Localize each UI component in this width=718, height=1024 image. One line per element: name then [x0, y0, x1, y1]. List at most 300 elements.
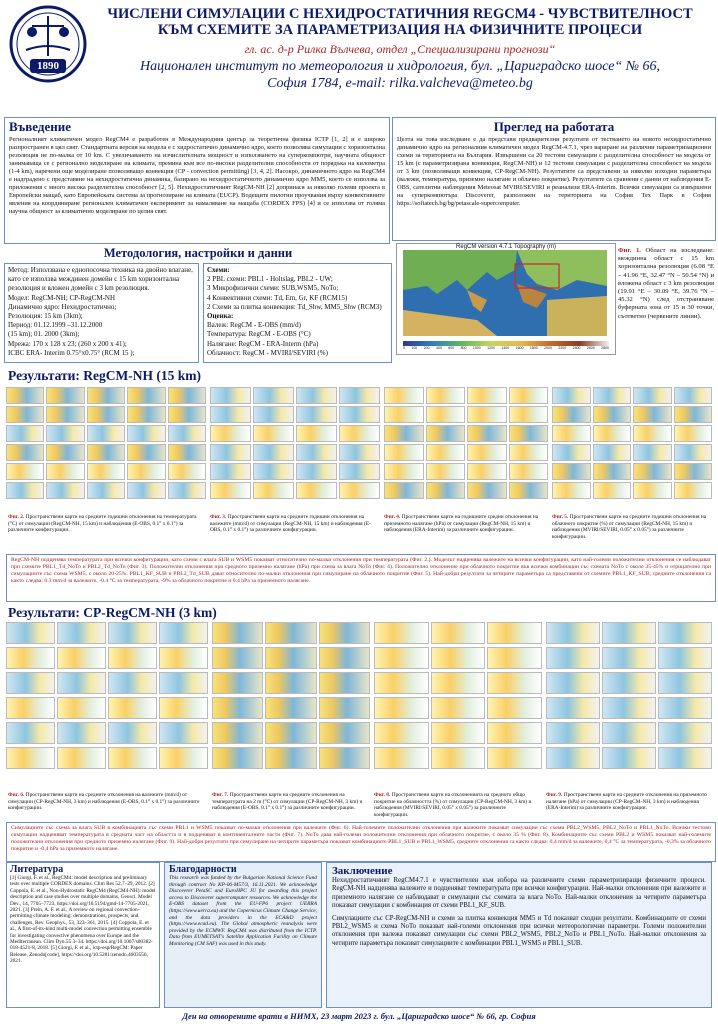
methods-line: 4 Конвективни схеми: Td, Em, Gr, KF (RCM15) [207, 293, 348, 302]
map-thumb [265, 722, 316, 744]
map-thumb [658, 622, 712, 644]
methods-section [4, 246, 392, 364]
overview-heading: Преглед на работата [493, 119, 615, 134]
map-thumb [265, 622, 316, 644]
map-row [374, 747, 542, 769]
map-thumb [593, 482, 632, 499]
map-thumb [212, 647, 263, 669]
map-thumb [159, 672, 208, 694]
results3-heading: Результати: CP-RegCM-NH (3 km) [8, 605, 217, 620]
map-thumb [46, 463, 84, 480]
map-thumb [602, 722, 656, 744]
map-row [210, 482, 380, 499]
map-thumb [296, 444, 337, 461]
fig-label: Фиг. 9. [546, 792, 563, 798]
map-thumb [374, 622, 429, 644]
fig7-panel-grid [212, 622, 370, 778]
results15-summary: RegCM-NH подценява температурата при всички конфигурации, като схеми с влага SUB и WSM5 показват относително по-малки отклонения при температурата (Фиг. 2.). Моделът надценява валежите на всички конфигурации, като най-големи положителни отклонения се наблюдават при схемите PBL1_Td_NoTo и PBL2_Td_NoTo (Фиг. 3). Положителни отклонения при средното приземно налягане (hPa) при схема за влага NoTo (Фиг. 4). Положително отклонение при облачното покритие във всички комбинации със схемата NoTo с около 35-45% и отрицателно при симулациите със схема WSM5, с около 20-25%. PBL1_KF_SUB и PBL2_Td_SUB дават относително по-малки отклонения при симулиране на облачното покритие (Фиг. 5). Най-добри резултати за четирите параметъра са представени от схемите PBL1_KF_SUB, средните отклонения са както следва: 0.3 mm/d за валежите, -0.4 °C за температурата, -9% за облачното покритие и 0.4 hPa за приземното налягане. [6, 554, 716, 602]
map-row [212, 697, 370, 719]
map-thumb [426, 444, 466, 461]
map-thumb [87, 387, 125, 404]
methods-line: (15 km); 01. 2000 (3km); [8, 330, 80, 339]
fig-label: Фиг. 4. [384, 514, 401, 520]
legend-tick: 400 [436, 346, 442, 350]
map-thumb [108, 622, 157, 644]
map-thumb [159, 697, 208, 719]
map-thumb [296, 406, 337, 423]
map-title: RegCM version 4.7.1 Topography (m) [456, 244, 556, 250]
map-thumb [509, 482, 549, 499]
map-thumb [487, 747, 542, 769]
map-thumb [6, 406, 44, 423]
fig8-caption [374, 792, 538, 818]
map-thumb [467, 482, 507, 499]
map-thumb [6, 387, 44, 404]
map-thumb [674, 444, 713, 461]
map-thumb [487, 622, 542, 644]
map-row [210, 444, 380, 461]
map-thumb [509, 425, 549, 442]
map-thumb [296, 482, 337, 499]
map-thumb [467, 444, 507, 461]
map-row [374, 622, 542, 644]
map-row [384, 463, 548, 480]
map-thumb [552, 387, 591, 404]
map-thumb [127, 444, 165, 461]
results3-summary: Симулациите със схема за влага SUB в комбинацията със схеми PBL1 и WSM5 показват по-малки отклонения при валежите (Фиг. 6). Най-големите положителни отклонения при валежите показват симулации със схеми PBL2_WSM5, PBL2_NoTo и PBL1_NoTo. Всички тестови симулации надценяват температурата в средната част на областта и я подценяват в континенталните части (Фиг. 7). NoTo дава най-големи положителни отклонения при облачното покритие, с около 35 % (Фиг. 8). Комбинациите със схеми PBL2 и WSM5 показват най-големите положителни отклонения при средното приземно налягане (Фиг. 9). Най-добри резултати при симулиране на четирите параметъра показват комбинациите PBL1_SUB и PBL1_WSM5, средните отклонения са както следва: 0,4 mm/d за валежите, 0,4 °C за температурата, -0,3% за облачното покритие и -0,4 hPa за приземното налягане. [6, 822, 716, 862]
map-thumb [593, 444, 632, 461]
acknowledgements-section [164, 862, 322, 1008]
map-thumb [168, 387, 206, 404]
map-row [212, 647, 370, 669]
map-thumb [384, 444, 424, 461]
map-row [384, 406, 548, 423]
fig3-caption [210, 514, 378, 534]
map-thumb [467, 387, 507, 404]
map-thumb [658, 647, 712, 669]
map-thumb [431, 672, 486, 694]
map-row [374, 647, 542, 669]
map-thumb [431, 722, 486, 744]
map-row [210, 425, 380, 442]
map-row [552, 406, 712, 423]
map-thumb [546, 672, 600, 694]
map-thumb [384, 482, 424, 499]
methods-line: Мрежа: 170 x 128 x 23; (260 x 200 x 41); [8, 339, 127, 348]
legend-tick: 1200 [487, 346, 495, 350]
map-thumb [6, 747, 55, 769]
fig-caption-text: Пространствени карти на отклоненията на средното общо покритие на облачността (%) от симулации (CP-RegCM-NH, 3 km) и наблюдения (MVIRI/SEVIRI, 0.05° x 0.05°) за различните конфигурации. [374, 792, 532, 818]
map-row [552, 463, 712, 480]
references-text: [1] Giorgi, F. et al., RegCM4: model description and preliminary tests over multiple CORDEX domains. Clim Res 52,7–29, 2012. [2] Coppola, E. et al., Non-Hydrostatic RegCM4 (RegCM4-NH): model description and case studies over multiple domains, Geosci. Model Dev., 14, 7705–7723, https://doi.org/10.5194/gmd-14-7705-2021, 2021. [3] Prein, A. F. et al., A review on regional convection-permitting climate modeling: demonstrations, prospects, and challenges, Rev. Geophys., 53, 323–361, 2015. [4] Coppola, E. et al., A first-of-its-kind multi-model convection permitting ensemble for investigating convective phenomena over Europe and the Mediterranean. Clim Dyn.55 3–34. https://doi.org/10.1007/s00382-018-4521-8, 2018. [5] Giorgi, F. et al., ictp-esp/RegCM: Paper Release, Zenodo[code], https://doi.org/10.5281/zenodo.4603556, 2021. [10, 875, 156, 965]
map-row [374, 722, 542, 744]
map-thumb [633, 444, 672, 461]
map-thumb [212, 747, 263, 769]
map-thumb [296, 463, 337, 480]
map-thumb [487, 672, 542, 694]
map-thumb [6, 622, 55, 644]
map-row [546, 622, 712, 644]
map-row [6, 482, 206, 499]
map-thumb [159, 622, 208, 644]
map-row [210, 406, 380, 423]
legend-tick: 100 [411, 346, 418, 350]
map-thumb [633, 387, 672, 404]
methods-line: 3 Микрофизични схеми: SUB,WSM5, NoTo; [207, 284, 339, 293]
map-thumb [339, 444, 380, 461]
fig-caption-text: Пространствени карти на средните отклонения на температурата на 2 m (°C) от симулации (CP-RegCM-NH, 3 km) и наблюдения (E-OBS, 0.1° x 0.1°) за различните конфигурации. [212, 792, 363, 812]
conclusion-section [326, 862, 712, 1008]
fig4-panel-grid [384, 387, 548, 512]
fig2-caption [8, 514, 204, 534]
map-thumb [467, 425, 507, 442]
map-thumb [339, 482, 380, 499]
map-thumb [467, 463, 507, 480]
fig7-caption [212, 792, 364, 812]
map-row [384, 444, 548, 461]
map-row [6, 672, 208, 694]
map-row [384, 425, 548, 442]
legend-tick: 1400 [501, 346, 510, 350]
map-thumb [296, 387, 337, 404]
map-thumb [431, 647, 486, 669]
map-thumb [593, 387, 632, 404]
map-thumb [212, 672, 263, 694]
map-thumb [602, 747, 656, 769]
map-thumb [467, 406, 507, 423]
legend-tick: 200 [423, 346, 430, 350]
map-thumb [319, 647, 370, 669]
map-thumb [546, 697, 600, 719]
legend-tick: 1000 [472, 346, 481, 350]
fig-caption-text: Пространствени карти на годишните средни отклонения на приземното налягане (hPa) от симулации (RegCM-NH, 15 km) и наблюдения (ERA-Interim) за различните конфигурации. [384, 514, 539, 534]
fig1-text: Област на изследване: междинна област с 15 km хоризонтална резолюция (6.08 °E – 41.96 °E, 32.47 °N – 50.54 °N) и вложена област с 3 km резолюция (19.91 °E – 30.09 °E, 39.76 °N – 45.32 °N) след отстраняване буферната зона от 15 и 30 точки, съответно (червените линии). [618, 247, 714, 320]
map-thumb [509, 463, 549, 480]
map-row [546, 672, 712, 694]
map-row [210, 463, 380, 480]
map-thumb [87, 482, 125, 499]
topography-map [396, 243, 616, 355]
map-thumb [253, 406, 294, 423]
map-thumb [57, 622, 106, 644]
map-thumb [374, 647, 429, 669]
map-row [6, 387, 206, 404]
map-thumb [319, 622, 370, 644]
map-thumb [253, 425, 294, 442]
map-row [546, 647, 712, 669]
map-thumb [168, 425, 206, 442]
map-thumb [426, 463, 466, 480]
map-thumb [602, 697, 656, 719]
fig1-label: Фиг. 1. [618, 247, 641, 254]
map-thumb [127, 482, 165, 499]
legend-tick: 2400 [572, 346, 581, 350]
map-thumb [6, 463, 44, 480]
map-thumb [658, 747, 712, 769]
map-thumb [374, 747, 429, 769]
legend-ticks [403, 346, 609, 350]
map-thumb [319, 697, 370, 719]
acknowledgements-text: This research was funded by the Bulgarian National Science Fund through contract No KP-06-M57/3, 16.11.2021. We acknowledge Discoverer PetaSC and EuroHPC JU for awarding this project access to Discoverer supercomputer resources. We acknowledge the E-OBS dataset from the EU-FP6 project UERRA (https://www.uerra.eu) and the Copernicus Climate Change Service, and the data providers in the ECA&D project (https://www.ecad.eu). The Global atmospheric reanalysis were provided by the ECMWF. RegCM4 was distributed from the ICTP. Data from EUMETSAT's Satellite Application Facility on Climate Monitoring (CM SAF) was used in this study. [169, 875, 317, 947]
map-thumb [57, 697, 106, 719]
fig5-panel-grid [552, 387, 712, 512]
map-thumb [6, 425, 44, 442]
map-row [384, 482, 548, 499]
legend-tick: 2200 [558, 346, 567, 350]
map-thumb [633, 482, 672, 499]
methods-line: Оценка: [207, 312, 234, 321]
map-thumb [210, 425, 251, 442]
map-thumb [210, 482, 251, 499]
map-thumb [87, 406, 125, 423]
map-thumb [487, 647, 542, 669]
map-thumb [426, 387, 466, 404]
map-thumb [127, 406, 165, 423]
intro-text: Регионалният климатичен модел RegCM4 е разработен в Международния център за теоретична физика ICTP [1, 2] и е широко разпространен в цял свят. Стандартната версия на модела е с хидростатично динамично ядро, което позволява симулации с хоризонтална резолюция не по-малка от 10 km. С увеличаването на изчислителната мощност и използването на суперкомпютри, научната общност занимаваща се с регионално моделиране на климата, премина към все по-високи разделителни способности от порядъка на километра (1-4 km), наречени още моделиране позволяващо конвекция (CP - convection permitting) [3, 4, 2]. Насокро, динамичното ядро на RegCM4 е надградено с представяне на нехидростатична динамика, базирано на нехидростатичното динамично ядро MM5, което се използва за приложения с много висока разделителна способност [2, 5]. Нехидростатичният RegCM-NH [2] допринася за няколко големи проекта в Европейски мащаб, като Европейската система за прогнозиране на климата (EUCP). Водещите пилотни проучвания върху конвективните явления на координиране регионален климатичен експеримент за намаляване на мащаба (CORDEX FPS) [4] и се използва от голяма научна общност за климатично моделиране по целия свят. [9, 136, 385, 215]
map-row [6, 444, 206, 461]
map-thumb [384, 463, 424, 480]
legend-tick: 600 [448, 346, 455, 350]
map-row [6, 697, 208, 719]
map-thumb [426, 482, 466, 499]
map-thumb [87, 425, 125, 442]
map-thumb [674, 463, 713, 480]
map-thumb [57, 747, 106, 769]
methods-line: Облачност: RegCM - MVIRI/SEVIRI (%) [207, 348, 328, 357]
map-thumb [210, 387, 251, 404]
map-thumb [546, 747, 600, 769]
map-thumb [633, 406, 672, 423]
map-thumb [431, 622, 486, 644]
references-section [6, 862, 160, 1008]
map-thumb [426, 425, 466, 442]
map-thumb [339, 406, 380, 423]
map-thumb [6, 444, 44, 461]
methods-line: Валеж: RegCM - E-OBS (mm/d) [207, 321, 301, 330]
legend-tick: 2600 [586, 346, 595, 350]
map-thumb [265, 697, 316, 719]
fig-caption-text: Пространствени карти на средните отклонения на валежите (mm/d) от симулации (CP-RegCM-NH, 3 km) и наблюдения (E-OBS, 0.1° x 0.1°) за различните конфигурации. [8, 792, 200, 812]
map-row [552, 425, 712, 442]
map-thumb [57, 647, 106, 669]
map-thumb [87, 444, 125, 461]
methods-line: Налягане: RegCM - ERA-Interm (hPa) [207, 339, 319, 348]
map-thumb [593, 425, 632, 442]
map-row [546, 697, 712, 719]
methods-line: Модел: RegCM-NH; CP-RegCM-NH [8, 293, 116, 302]
fig8-panel-grid [374, 622, 542, 778]
map-thumb [658, 672, 712, 694]
map-row [212, 747, 370, 769]
map-thumb [602, 622, 656, 644]
map-thumb [6, 647, 55, 669]
legend-tick: 1800 [529, 346, 538, 350]
map-thumb [265, 747, 316, 769]
fig-caption-text: Пространствени карти на средните годишни отклонения на облачното покритие (%) от симулации (RegCM-NH, 15 km) и наблюдения (MVIRI/SEVIRI, 0.05° x 0.05°) за различните конфигурации. [552, 514, 707, 540]
map-thumb [6, 672, 55, 694]
map-thumb [253, 444, 294, 461]
map-row [552, 482, 712, 499]
map-thumb [384, 425, 424, 442]
map-row [552, 444, 712, 461]
map-thumb [426, 406, 466, 423]
map-thumb [108, 722, 157, 744]
map-thumb [108, 672, 157, 694]
legend-tick: 2800 [601, 346, 609, 350]
methods-line: Динамично ядро: Нехидростатично; [8, 302, 117, 311]
map-image [397, 250, 613, 336]
map-row [374, 672, 542, 694]
legend-tick: 0 [403, 346, 405, 350]
methods-line: ICBC ERA- Interim 0.75°x0.75° (RCM 15 ); [8, 348, 135, 357]
fig-label: Фиг. 7. [212, 792, 229, 798]
title-line-1: ЧИСЛЕНИ СИМУЛАЦИИ С НЕХИДРОСТАТИЧНИЯ REGCM4 - ЧУВСТВИТЕЛНОСТ [107, 6, 693, 22]
map-thumb [253, 463, 294, 480]
map-thumb [633, 463, 672, 480]
map-thumb [509, 406, 549, 423]
methods-line: 2 PBL схеми: PBL1 - Holtslag, PBL2 - UW; [207, 275, 333, 284]
map-thumb [159, 722, 208, 744]
conclusion-paragraph-2: Симулациите със CP-RegCM-NH и схеми за плитка конвекция MM5 и Td показват сходни резултати. Комбинациите от схеми PBL2_WSM5 и схема NoTo показват най-големи отклонения при всички метеорологични параметри. Големи положителни отклонения при валежа показват симулации със схеми PBL2_WSM5, PBL2_NoTo и PBL1_NoTo. Най-малки отклонения за четирите параметъра показват симулациите с комбинации PBL1_WSM5 и PBL1_SUB. [332, 914, 706, 947]
map-thumb [46, 444, 84, 461]
fig9-panel-grid [546, 622, 712, 778]
title-line-2: КЪМ СХЕМИТЕ ЗА ПАРАМЕТРИЗАЦИЯ НА ФИЗИЧНИТЕ ПРОЦЕСИ [157, 22, 643, 38]
map-thumb [674, 425, 713, 442]
map-thumb [253, 387, 294, 404]
map-row [6, 463, 206, 480]
overview-section [392, 117, 716, 241]
map-thumb [674, 406, 713, 423]
map-row [6, 722, 208, 744]
map-thumb [265, 672, 316, 694]
map-thumb [509, 444, 549, 461]
map-thumb [57, 722, 106, 744]
methods-line: Резолюция: 15 km (3km); [8, 312, 83, 321]
acknowledgements-heading: Благодарности [169, 864, 237, 875]
map-row [6, 406, 206, 423]
fig2-panel-grid [6, 387, 206, 512]
map-thumb [384, 406, 424, 423]
methods-heading: Методология, настройки и данни [103, 246, 293, 260]
map-thumb [487, 697, 542, 719]
references-heading: Литература [10, 864, 64, 875]
methods-right-box [203, 263, 392, 363]
map-thumb [339, 425, 380, 442]
fig1-caption [618, 247, 714, 321]
map-thumb [127, 387, 165, 404]
fig6-panel-grid [6, 622, 208, 778]
map-thumb [431, 747, 486, 769]
map-thumb [633, 425, 672, 442]
fig-label: Фиг. 2. [8, 514, 25, 520]
fig-caption-text: Пространствени карти на средните годишни отклонения на валежите (mm/d) от симулации (RegCM-NH, 15 km) и наблюдения (E-OBS, 0.1° x 0.1°) за различните конфигурации. [210, 514, 371, 534]
methods-line: Температура: RegCM - E-OBS (°C) [207, 330, 311, 339]
institute [90, 58, 710, 92]
map-thumb [87, 463, 125, 480]
map-thumb [46, 425, 84, 442]
fig-label: Фиг. 6. [8, 792, 25, 798]
map-thumb [339, 387, 380, 404]
map-thumb [57, 672, 106, 694]
poster-title [90, 6, 710, 38]
map-thumb [319, 722, 370, 744]
legend-tick: 2000 [544, 346, 552, 350]
results15-heading: Результати: RegCM-NH (15 km) [8, 368, 202, 383]
map-row [374, 697, 542, 719]
map-row [546, 722, 712, 744]
map-thumb [212, 697, 263, 719]
map-thumb [546, 622, 600, 644]
map-thumb [6, 482, 44, 499]
footer: Ден на отворените врати в НИМХ, 23 март 2023 г. бул. „Цариградско шосе“ № 66, гр. София [182, 1011, 536, 1021]
map-thumb [210, 444, 251, 461]
fig-caption-text: Пространствени карти на средните годишни отклонения на температурата (°C) от симулации (RegCM-NH, 15 km) и наблюдения (E-OBS, 0.1° x 0.1°) за различните конфигурации. [8, 514, 197, 534]
map-thumb [108, 747, 157, 769]
map-thumb [552, 463, 591, 480]
map-thumb [546, 722, 600, 744]
map-thumb [552, 425, 591, 442]
map-thumb [431, 697, 486, 719]
map-thumb [253, 482, 294, 499]
overview-text: Целта на това изследване е да представи предварителни резултати от тестването на новото нехидростатично динамично ядро на регионалния климатичен модел RegCM-4.7.1, чрез вариране на различни параметризационни схеми за територията на България. Извършени са 20 тестови симулации с разделителна способност на модела от 15 km (с параметризирана конвекция, RegCM-NH) и 12 тестови симулации с разделителна способност на модела от 3 km (позволяващи конвекция, CP-RegCM-NH). Резултатите са представени за няколко изходни параметъра (валежи, температура, приземно налягане и облачно покритие). Резултатите са сравнени с данни от наблюдения E-OBS, сателитни наблюдения Meteosat MVIRI/SEVIRI и реанализи ERA-Interim. Всички симулации са извършени на суперкомпютъра Discoverer, разположен на територията на София Тех Парк в София https://sofiatech.bg/bg/petascale-supercomputer. [397, 136, 711, 207]
map-thumb [6, 722, 55, 744]
fig5-caption [552, 514, 712, 540]
map-thumb [265, 647, 316, 669]
fig-caption-text: Пространствени карти на средните отклонения на приземното налягане (hPa) от симулации (CP-RegCM-NH, 3 km) и наблюдения (ERA-Interim) за различните конфигурации. [546, 792, 707, 812]
map-thumb [46, 482, 84, 499]
map-thumb [509, 387, 549, 404]
map-thumb [6, 697, 55, 719]
map-thumb [487, 722, 542, 744]
fig-label: Фиг. 5. [552, 514, 569, 520]
map-thumb [552, 406, 591, 423]
legend-tick: 800 [460, 346, 467, 350]
map-thumb [374, 697, 429, 719]
results3-figures [6, 622, 712, 778]
authors: гл. ас. д-р Рилка Вълчева, отдел „Специализирани прогнози“ [244, 42, 556, 56]
map-thumb [210, 463, 251, 480]
map-thumb [602, 672, 656, 694]
map-row [6, 425, 206, 442]
map-thumb [319, 747, 370, 769]
map-thumb [384, 387, 424, 404]
fig-label: Фиг. 8. [374, 792, 391, 798]
institute-line-2: София 1784, e-mail: rilka.valcheva@meteo.bg [267, 76, 533, 91]
map-row [212, 722, 370, 744]
methods-line: Метод: Използвана е еднопосочна техника на двойно влагане, като се използва междинен домейн с 15 km хоризонтална резолюция и вложен домейн с 3 km резолюция. [8, 266, 193, 293]
map-row [546, 747, 712, 769]
fig-label: Фиг. 3. [210, 514, 227, 520]
map-thumb [127, 425, 165, 442]
fig4-caption [384, 514, 544, 534]
map-thumb [108, 647, 157, 669]
methods-line: Схеми: [207, 266, 230, 274]
results15-figures [6, 387, 712, 512]
fig6-caption [8, 792, 204, 812]
map-thumb [658, 722, 712, 744]
map-thumb [168, 463, 206, 480]
map-thumb [374, 672, 429, 694]
map-thumb [46, 406, 84, 423]
conclusion-paragraph-1: Нехидростатичният RegCM4.7.1 е чувствителен към избора на различните схеми параметризиращи физичните процеси. RegCM-NH надценява валежите и подценяват температурата при всички конфигурации. Най-малки отклонения при валежите и приземното налягане се наблюдават в симулации със схемата за влага NoTo. Най-малки отклонения за четирите параметъра показват симулации с комбинация от схеми PBL1_KF_SUB. [332, 877, 706, 910]
map-thumb [210, 406, 251, 423]
map-row [6, 647, 208, 669]
map-row [212, 672, 370, 694]
fig9-caption [546, 792, 712, 812]
legend-tick: 1600 [515, 346, 524, 350]
map-thumb [552, 482, 591, 499]
map-thumb [46, 387, 84, 404]
